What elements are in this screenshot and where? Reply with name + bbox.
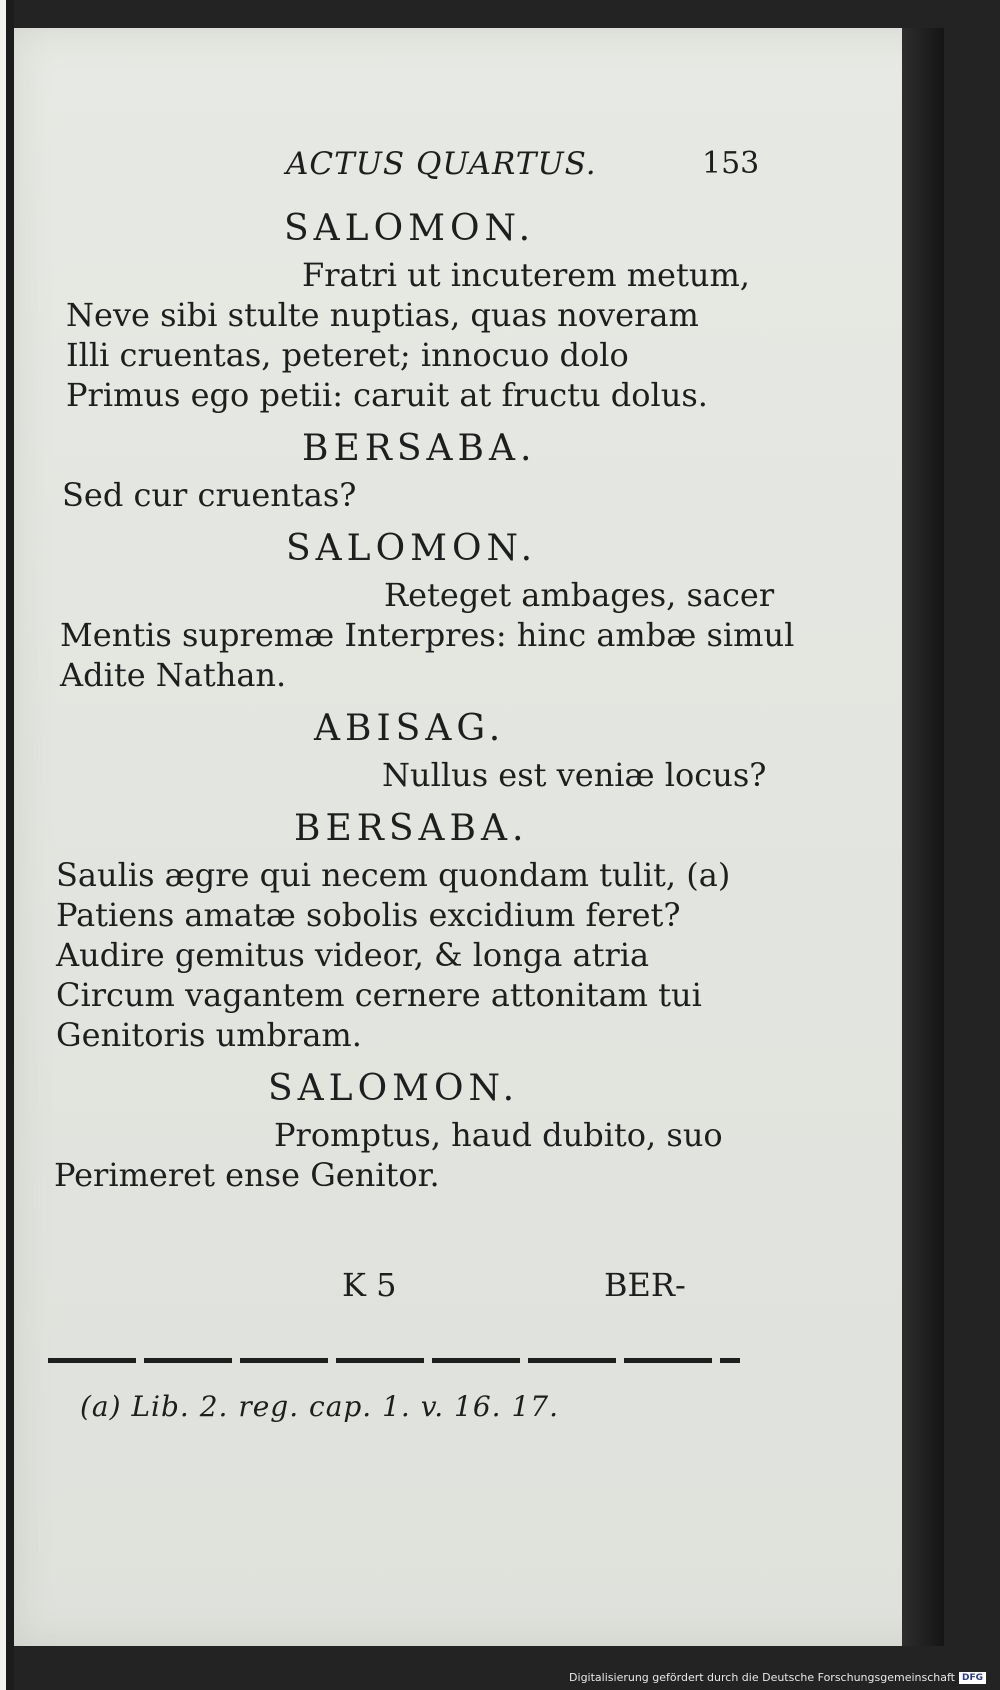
running-head: ACTUS QUARTUS. [286, 146, 597, 182]
catchword: BER- [604, 1266, 686, 1304]
verse-line: Fratri ut incuterem metum, [302, 256, 750, 294]
verse-line: Adite Nathan. [60, 656, 287, 694]
speaker-name: SALOMON. [268, 1068, 520, 1109]
speaker-name: BERSABA. [302, 428, 537, 469]
speech-block [44, 523, 804, 703]
page-header [14, 146, 944, 186]
footnote: (a) Lib. 2. reg. cap. 1. v. 16. 17. [80, 1390, 559, 1423]
verse-line: Reteget ambages, sacer [384, 576, 775, 614]
speaker-name: BERSABA. [294, 808, 529, 849]
verse-line: Nullus est veniæ locus? [382, 756, 767, 794]
verse-line: Neve sibi stulte nuptias, quas noveram [66, 296, 699, 334]
dialogue-text [44, 203, 804, 1195]
speech-block [44, 803, 804, 1063]
speaker-name: ABISAG. [314, 708, 506, 749]
verse-line: Saulis ægre qui necem quondam tulit, (a) [56, 856, 731, 894]
verse-line: Primus ego petii: caruit at fructu dolus. [66, 376, 708, 414]
speaker-name: SALOMON. [284, 208, 536, 249]
footnote-rule [48, 1358, 740, 1363]
verse-line: Sed cur cruentas? [62, 476, 357, 514]
verse-line: Perimeret ense Genitor. [54, 1156, 440, 1194]
signature-mark: K 5 [342, 1266, 397, 1304]
page-edge-shadow [902, 28, 944, 1646]
page-number: 153 [702, 146, 760, 181]
digitization-credit [569, 1671, 986, 1684]
verse-line: Audire gemitus videor, & longa atria [56, 936, 650, 974]
verse-line: Promptus, haud dubito, suo [274, 1116, 723, 1154]
book-page [14, 28, 944, 1646]
speech-block [44, 423, 804, 523]
digitization-notice: Digitalisierung gefördert durch die Deutsche Forschungsgemeinschaft [569, 1671, 955, 1684]
speech-block [44, 703, 804, 803]
speech-block [44, 1063, 804, 1195]
verse-line: Patiens amatæ sobolis excidium feret? [56, 896, 681, 934]
verse-line: Genitoris umbram. [56, 1016, 362, 1054]
speaker-name: SALOMON. [286, 528, 538, 569]
verse-line: Illi cruentas, peteret; innocuo dolo [66, 336, 629, 374]
speech-block [44, 203, 804, 423]
verse-line: Mentis supremæ Interpres: hinc ambæ simul [60, 616, 795, 654]
dfg-logo: DFG [959, 1672, 986, 1684]
verse-line: Circum vagantem cernere attonitam tui [56, 976, 702, 1014]
